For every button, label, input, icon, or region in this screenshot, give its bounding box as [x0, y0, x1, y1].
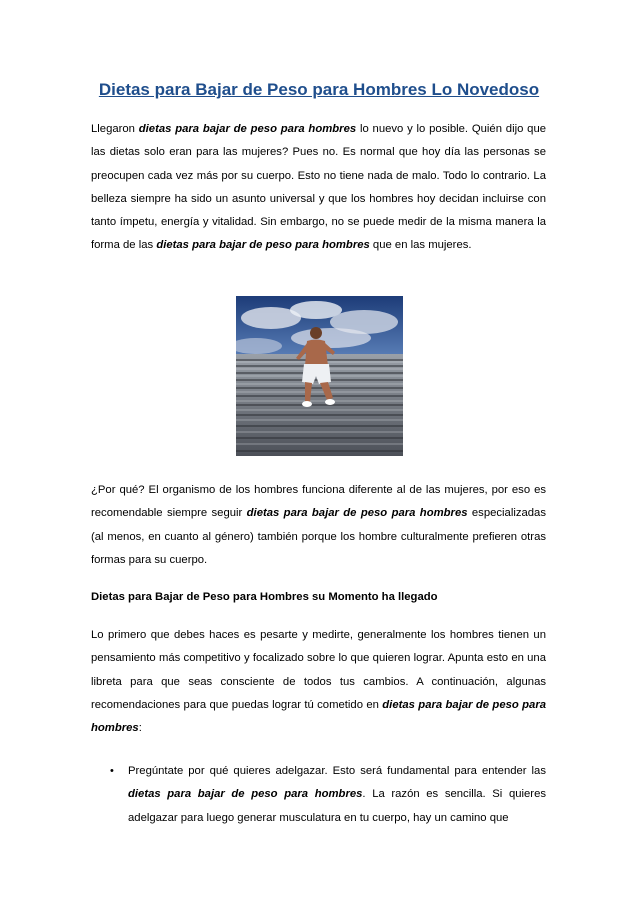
document-title: Dietas para Bajar de Peso para Hombres Lo Novedoso	[98, 80, 540, 99]
bullet-icon: •	[110, 765, 114, 777]
intro-paragraph	[91, 118, 546, 258]
stairs-photo-illustration	[236, 296, 403, 456]
intro-keyword-1: dietas para bajar de peso para hombres	[138, 123, 357, 135]
intro-keyword-2: dietas para bajar de peso para hombres	[156, 239, 370, 252]
recommendations-list	[91, 760, 546, 830]
why-text-2: especializadas (al menos, en cuanto al género) también porque los hombre culturalmente prefieren otras formas para su cuerpo.	[91, 507, 546, 566]
intro-text-3: que en las mujeres.	[369, 239, 472, 252]
first-steps-text-2: :	[138, 722, 142, 735]
first-steps-paragraph	[91, 624, 546, 740]
bullet-keyword-1: dietas para bajar de peso para hombres	[128, 788, 363, 801]
intro-text-2: lo nuevo y lo posible. Quién dijo que las dietas solo eran para las mujeres? Pues no. Es normal que hoy día las personas se preocupen cada vez más por su cuerpo. Esto no tiene nada de malo. Todo lo contrario. La belleza siempre ha sido un asunto universal y que los hombres hoy decidan incluirse con tanto ímpetu, energía y vitalidad. Sin embargo, no se puede medir de la misma manera la forma de las	[91, 123, 547, 252]
bullet-text-1: Pregúntate por qué quieres adelgazar. Esto será fundamental para entender las	[128, 765, 546, 777]
first-steps-text-1: Lo primero que debes haces es pesarte y medirte, generalmente los hombres tienen un pensamiento más competitivo y focalizado sobre lo que quieren lograr. Apunta esto en una libreta para que seas consciente de todos tus cambios. A continuación, algunas recomendaciones para que puedas lograr tú cometido en	[91, 629, 546, 711]
list-item	[91, 760, 546, 830]
man-running-stairs-image	[236, 296, 403, 456]
why-keyword-1: dietas para bajar de peso para hombres	[246, 507, 468, 520]
bullet-text-2: . La razón es sencilla. Si quieres adelgazar para luego generar musculatura en tu cuerpo, hay un camino que	[128, 788, 547, 824]
why-paragraph	[91, 479, 546, 572]
first-steps-keyword-1: dietas para bajar de peso para hombres	[91, 698, 547, 735]
section-heading: Dietas para Bajar de Peso para Hombres su Momento ha llegado	[91, 591, 438, 603]
intro-text-1: Llegaron	[91, 123, 139, 135]
why-text-1: ¿Por qué? El organismo de los hombres funciona diferente al de las mujeres, por eso es recomendable siempre seguir	[91, 484, 546, 520]
